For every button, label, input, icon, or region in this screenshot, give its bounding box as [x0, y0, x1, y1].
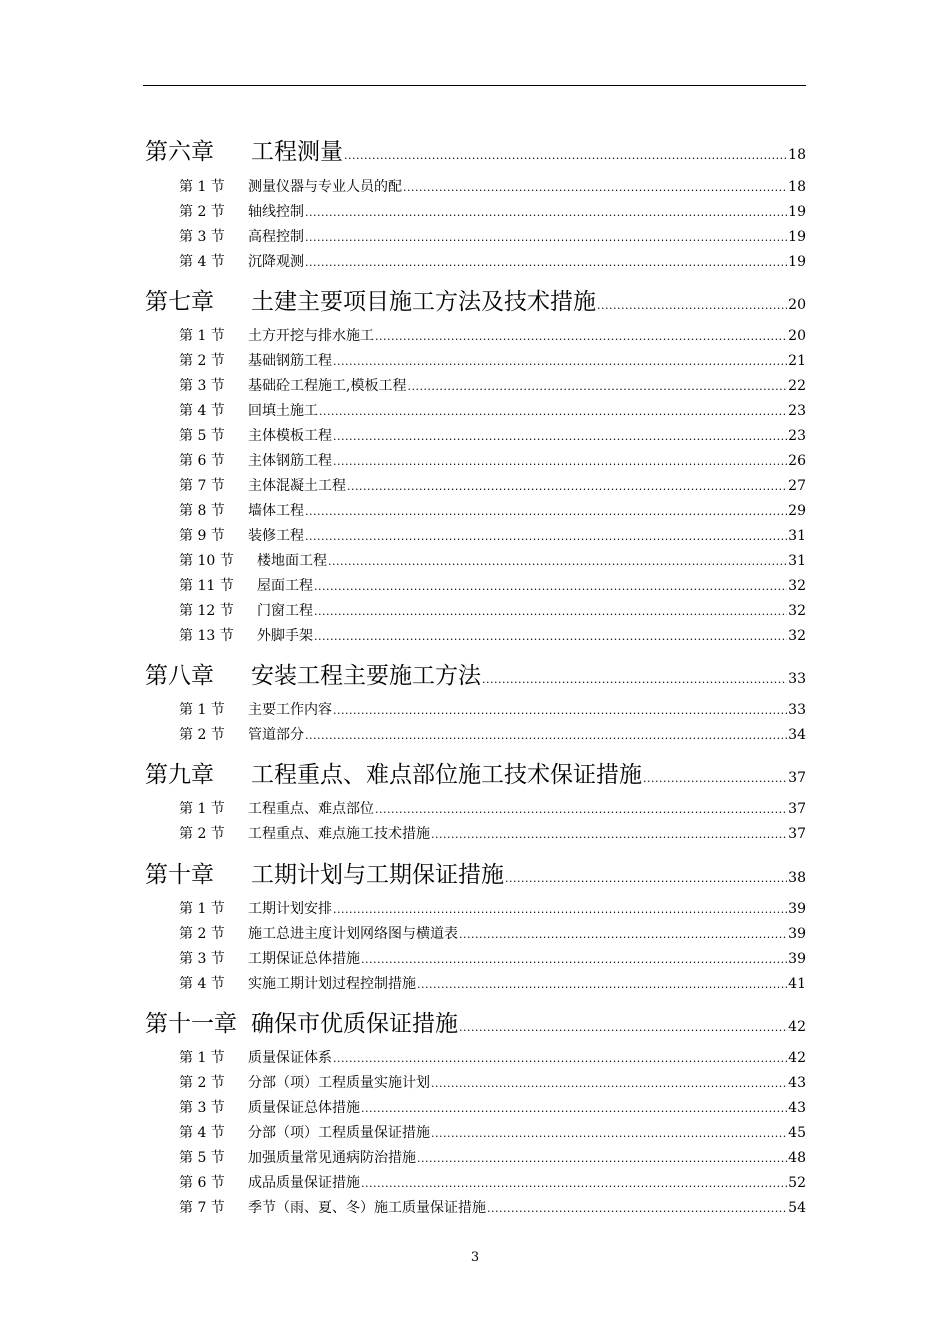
dot-leader	[314, 605, 787, 618]
dot-leader	[328, 555, 787, 568]
page-number: 42	[788, 1050, 806, 1066]
toc-section[interactable]	[145, 699, 806, 719]
toc-section[interactable]	[145, 823, 806, 843]
page-footer-number: 3	[470, 1250, 480, 1265]
page-number: 43	[788, 1075, 806, 1091]
page-number: 38	[788, 870, 806, 886]
toc-section[interactable]	[145, 898, 806, 918]
section-number: 第 1 节	[179, 702, 225, 718]
toc-section[interactable]	[145, 1047, 806, 1067]
page-number: 37	[788, 770, 806, 786]
page-number: 18	[788, 179, 806, 195]
section-title: 门窗工程	[257, 603, 313, 619]
section-title: 屋面工程	[257, 578, 313, 594]
dot-leader	[487, 1202, 787, 1215]
section-title: 高程控制	[248, 229, 304, 245]
chapter-title: 工期计划与工期保证措施	[251, 862, 504, 888]
dot-leader	[333, 355, 787, 368]
dot-leader	[505, 872, 787, 885]
chapter-number: 第十一章	[145, 1011, 237, 1037]
dot-leader	[314, 580, 787, 593]
dot-leader	[375, 330, 787, 343]
section-title: 季节（雨、夏、冬）施工质量保证措施	[248, 1200, 486, 1216]
toc-section[interactable]	[145, 350, 806, 370]
toc-section[interactable]	[145, 450, 806, 470]
page-number: 22	[788, 378, 806, 394]
toc-section[interactable]	[145, 550, 806, 570]
section-number: 第 2 节	[179, 926, 225, 942]
dot-leader	[459, 1021, 787, 1034]
section-number: 第 3 节	[179, 1100, 225, 1116]
section-title: 主体钢筋工程	[248, 453, 332, 469]
dot-leader	[305, 206, 787, 219]
section-title: 沉降观测	[248, 254, 304, 270]
section-title: 主体混凝土工程	[248, 478, 346, 494]
section-number: 第 5 节	[179, 1150, 225, 1166]
dot-leader	[482, 673, 787, 686]
dot-leader	[361, 953, 787, 966]
dot-leader	[361, 1177, 787, 1190]
section-title: 装修工程	[248, 528, 304, 544]
section-title: 主体模板工程	[248, 428, 332, 444]
section-title: 工程重点、难点施工技术措施	[248, 826, 430, 842]
toc-section[interactable]	[145, 973, 806, 993]
dot-leader	[305, 231, 787, 244]
page-number: 52	[788, 1175, 806, 1191]
dot-leader	[459, 928, 787, 941]
toc-section[interactable]	[145, 1197, 806, 1217]
dot-leader	[305, 505, 787, 518]
page-number: 39	[788, 901, 806, 917]
section-number: 第 12 节	[179, 603, 234, 619]
section-title: 测量仪器与专业人员的配	[248, 179, 402, 195]
toc-section[interactable]	[145, 325, 806, 345]
dot-leader	[417, 978, 787, 991]
dot-leader	[333, 430, 787, 443]
toc-section[interactable]	[145, 251, 806, 271]
chapter-number: 第六章	[145, 139, 214, 165]
toc-chapter[interactable]	[145, 856, 806, 889]
section-title: 基础砼工程施工,模板工程	[248, 378, 407, 394]
page-number: 20	[788, 328, 806, 344]
section-number: 第 8 节	[179, 503, 225, 519]
toc-section[interactable]	[145, 798, 806, 818]
section-title: 楼地面工程	[257, 553, 327, 569]
dot-leader	[375, 803, 787, 816]
section-number: 第 13 节	[179, 628, 234, 644]
dot-leader	[403, 181, 787, 194]
page-number: 37	[788, 801, 806, 817]
dot-leader	[344, 149, 787, 162]
dot-leader	[333, 455, 787, 468]
section-title: 轴线控制	[248, 204, 304, 220]
section-number: 第 1 节	[179, 1050, 225, 1066]
chapter-number: 第八章	[145, 663, 214, 689]
page-number: 26	[788, 453, 806, 469]
section-title: 加强质量常见通病防治措施	[248, 1150, 416, 1166]
dot-leader	[431, 1077, 787, 1090]
section-number: 第 4 节	[179, 403, 225, 419]
toc-section[interactable]	[145, 500, 806, 520]
section-title: 工期保证总体措施	[248, 951, 360, 967]
toc-section[interactable]	[145, 1122, 806, 1142]
section-title: 施工总进主度计划网络图与横道表	[248, 926, 458, 942]
toc-section[interactable]	[145, 201, 806, 221]
toc-section[interactable]	[145, 375, 806, 395]
toc-chapter[interactable]	[145, 657, 806, 690]
page-number: 31	[788, 553, 806, 569]
page-number: 27	[788, 478, 806, 494]
page-number: 32	[788, 603, 806, 619]
section-number: 第 1 节	[179, 801, 225, 817]
toc-section[interactable]	[145, 948, 806, 968]
dot-leader	[333, 903, 787, 916]
page-number: 23	[788, 403, 806, 419]
page-number: 21	[788, 353, 806, 369]
section-number: 第 9 节	[179, 528, 225, 544]
section-title: 管道部分	[248, 727, 304, 743]
section-title: 墙体工程	[248, 503, 304, 519]
toc-chapter[interactable]	[145, 756, 806, 789]
page-number: 19	[788, 204, 806, 220]
dot-leader	[333, 704, 787, 717]
section-number: 第 6 节	[179, 453, 225, 469]
toc-section[interactable]	[145, 575, 806, 595]
toc-section[interactable]	[145, 1097, 806, 1117]
section-number: 第 1 节	[179, 179, 225, 195]
page-number: 18	[788, 147, 806, 163]
section-title: 分部（项）工程质量实施计划	[248, 1075, 430, 1091]
chapter-title: 土建主要项目施工方法及技术措施	[251, 289, 596, 315]
chapter-number: 第七章	[145, 289, 214, 315]
toc-section[interactable]	[145, 625, 806, 645]
chapter-title: 确保市优质保证措施	[251, 1011, 458, 1037]
page-number: 54	[788, 1200, 806, 1216]
dot-leader	[431, 1127, 787, 1140]
section-number: 第 11 节	[179, 578, 234, 594]
section-number: 第 2 节	[179, 826, 225, 842]
header-rule	[143, 85, 806, 86]
section-title: 回填土施工	[248, 403, 318, 419]
page-number: 19	[788, 229, 806, 245]
chapter-title: 工程重点、难点部位施工技术保证措施	[251, 762, 642, 788]
dot-leader	[597, 299, 787, 312]
page-number: 33	[788, 702, 806, 718]
section-number: 第 2 节	[179, 353, 225, 369]
section-title: 外脚手架	[257, 628, 313, 644]
page-number: 23	[788, 428, 806, 444]
toc-chapter[interactable]	[145, 133, 806, 166]
section-number: 第 1 节	[179, 328, 225, 344]
page-number: 43	[788, 1100, 806, 1116]
dot-leader	[305, 256, 787, 269]
section-number: 第 1 节	[179, 901, 225, 917]
dot-leader	[319, 405, 787, 418]
section-number: 第 2 节	[179, 727, 225, 743]
section-number: 第 3 节	[179, 378, 225, 394]
dot-leader	[333, 1052, 787, 1065]
page-number: 33	[788, 671, 806, 687]
dot-leader	[417, 1152, 787, 1165]
chapter-number: 第九章	[145, 762, 214, 788]
section-title: 基础钢筋工程	[248, 353, 332, 369]
dot-leader	[305, 530, 787, 543]
section-title: 质量保证总体措施	[248, 1100, 360, 1116]
page-number: 32	[788, 628, 806, 644]
section-number: 第 7 节	[179, 1200, 225, 1216]
section-title: 成品质量保证措施	[248, 1175, 360, 1191]
dot-leader	[431, 828, 787, 841]
toc-section[interactable]	[145, 1172, 806, 1192]
toc-section[interactable]	[145, 475, 806, 495]
section-number: 第 5 节	[179, 428, 225, 444]
toc-section[interactable]	[145, 425, 806, 445]
page-number: 42	[788, 1019, 806, 1035]
page-number: 20	[788, 297, 806, 313]
page-number: 19	[788, 254, 806, 270]
section-number: 第 4 节	[179, 1125, 225, 1141]
chapter-title: 工程测量	[251, 139, 343, 165]
chapter-title: 安装工程主要施工方法	[251, 663, 481, 689]
section-title: 主要工作内容	[248, 702, 332, 718]
toc-chapter[interactable]	[145, 1005, 806, 1038]
dot-leader	[314, 630, 787, 643]
chapter-number: 第十章	[145, 862, 214, 888]
dot-leader	[361, 1102, 787, 1115]
section-number: 第 3 节	[179, 229, 225, 245]
section-number: 第 7 节	[179, 478, 225, 494]
page-number: 31	[788, 528, 806, 544]
toc-section[interactable]	[145, 400, 806, 420]
section-title: 工期计划安排	[248, 901, 332, 917]
toc-section[interactable]	[145, 525, 806, 545]
page-number: 48	[788, 1150, 806, 1166]
page-number: 37	[788, 826, 806, 842]
toc-section[interactable]	[145, 600, 806, 620]
page-number: 39	[788, 951, 806, 967]
page-number: 29	[788, 503, 806, 519]
section-title: 实施工期计划过程控制措施	[248, 976, 416, 992]
section-number: 第 4 节	[179, 254, 225, 270]
section-number: 第 3 节	[179, 951, 225, 967]
page-number: 34	[788, 727, 806, 743]
section-number: 第 2 节	[179, 204, 225, 220]
toc-section[interactable]	[145, 724, 806, 744]
section-title: 分部（项）工程质量保证措施	[248, 1125, 430, 1141]
page-number: 41	[788, 976, 806, 992]
section-number: 第 6 节	[179, 1175, 225, 1191]
toc-section[interactable]	[145, 1072, 806, 1092]
toc-section[interactable]	[145, 226, 806, 246]
section-title: 质量保证体系	[248, 1050, 332, 1066]
dot-leader	[305, 729, 787, 742]
toc-section[interactable]	[145, 923, 806, 943]
toc-section[interactable]	[145, 176, 806, 196]
dot-leader	[407, 380, 787, 393]
dot-leader	[347, 480, 787, 493]
page-number: 32	[788, 578, 806, 594]
toc-chapter[interactable]	[145, 283, 806, 316]
section-title: 土方开挖与排水施工	[248, 328, 374, 344]
section-number: 第 10 节	[179, 553, 234, 569]
section-title: 工程重点、难点部位	[248, 801, 374, 817]
dot-leader	[643, 772, 787, 785]
toc-section[interactable]	[145, 1147, 806, 1167]
page-number: 45	[788, 1125, 806, 1141]
section-number: 第 2 节	[179, 1075, 225, 1091]
page-number: 39	[788, 926, 806, 942]
section-number: 第 4 节	[179, 976, 225, 992]
